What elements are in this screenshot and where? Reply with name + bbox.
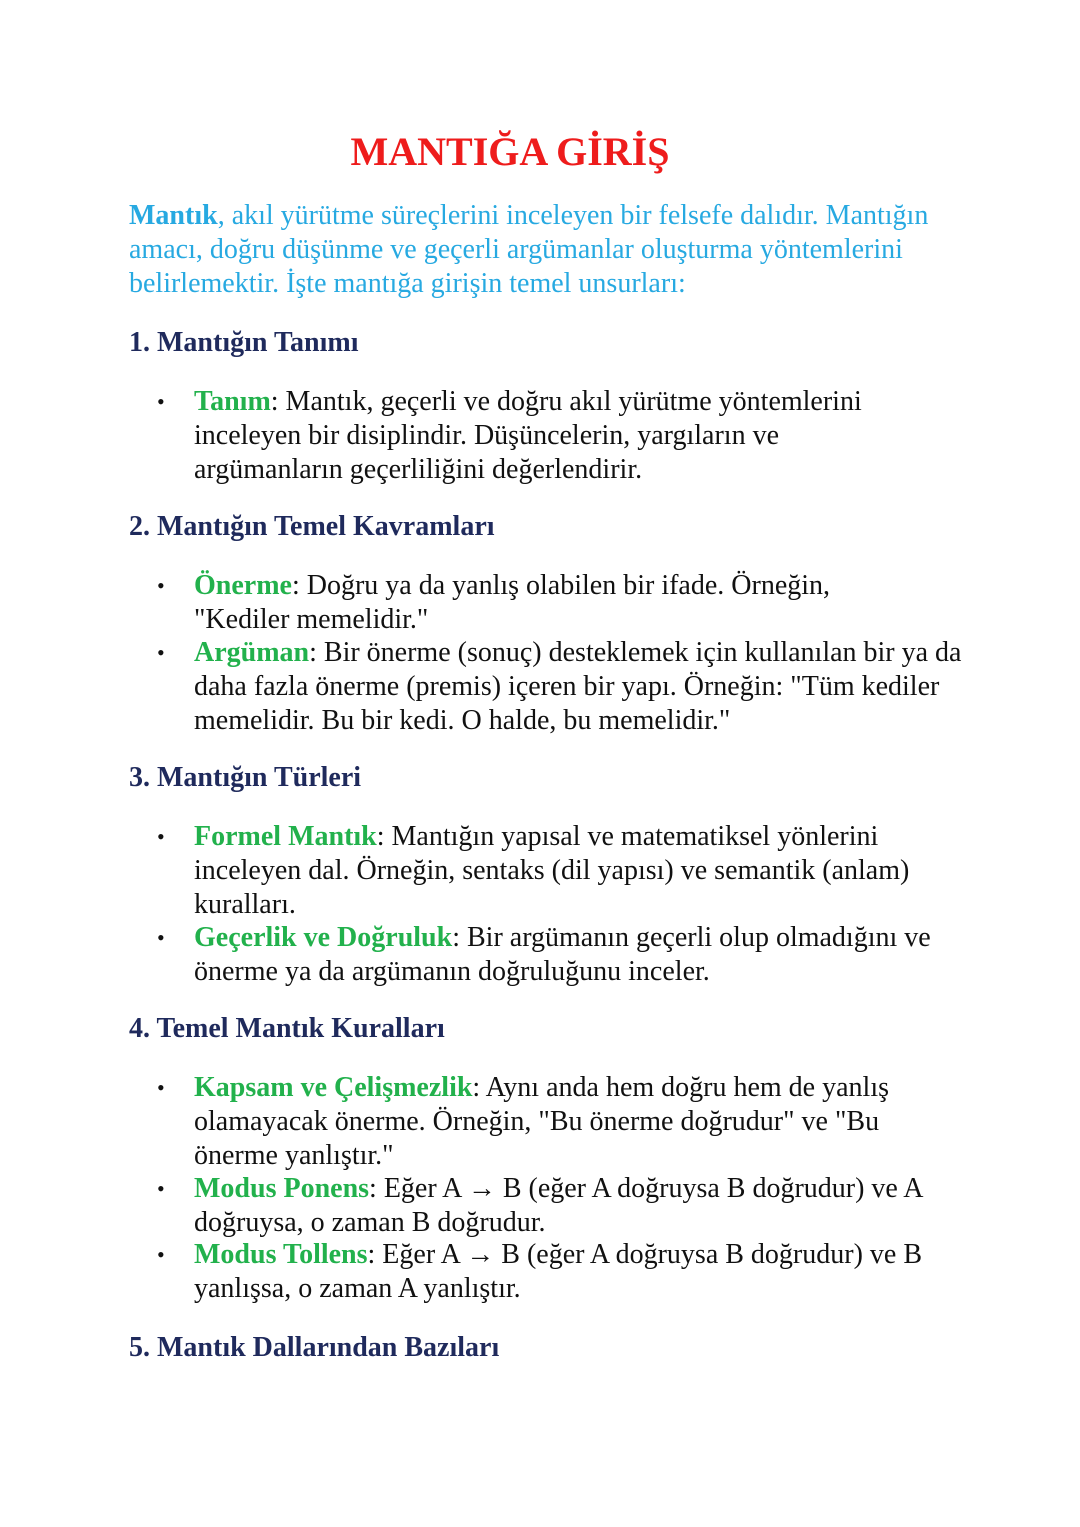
list-item [157,1238,954,1306]
list-item-text: : Mantık, geçerli ve doğru akıl yürütme yöntemlerini inceleyen bir disiplindir. Düşüncelerin, yargıların ve argümanların geçerliliğini değerlendirir. [194,386,862,485]
list-item-term: Modus Ponens [194,1173,370,1204]
bullet-icon: • [157,925,165,950]
bullet-icon: • [157,640,165,665]
bullet-icon: • [157,573,165,598]
list-item-term: Önerme [194,570,292,601]
list-item-term: Kapsam ve Çelişmezlik [194,1072,473,1103]
section-heading-3: 3. Mantığın Türleri [129,762,362,793]
list-item-term: Formel Mantık [194,821,377,852]
intro-text: , akıl yürütme süreçlerini inceleyen bir felsefe dalıdır. Mantığın amacı, doğru düşünme ve geçerli argümanlar oluşturma yöntemlerini belirlemektir. İşte mantığa girişin temel unsurları: [129,200,929,299]
list-item-term: Argüman [194,637,310,668]
list-item-text: : Aynı anda hem doğru hem de yanlış olamayacak önerme. Örneğin, "Bu önerme doğrudur" ve "Bu önerme yanlıştır." [194,1072,889,1171]
list-item-term: Modus Tollens [194,1239,368,1270]
section-heading-4: 4. Temel Mantık Kuralları [129,1013,445,1044]
list-item-text: : Eğer A → B (eğer A doğruysa B doğrudur) ve B yanlışsa, o zaman A yanlıştır. [194,1239,923,1304]
list-item-text: : Mantığın yapısal ve matematiksel yönlerini inceleyen dal. Örneğin, sentaks (dil yapısı) ve semantik (anlam) kuralları. [194,821,910,920]
section-heading-1: 1. Mantığın Tanımı [129,327,359,358]
list-item-term: Tanım [194,386,271,417]
list-item-text: : Eğer A → B (eğer A doğruysa B doğrudur) ve A doğruysa, o zaman B doğrudur. [194,1173,922,1238]
intro-paragraph [129,199,989,301]
section-heading-5: 5. Mantık Dallarından Bazıları [129,1332,500,1363]
section-heading-2: 2. Mantığın Temel Kavramları [129,511,495,542]
list-item [157,820,954,922]
list-item [157,569,874,637]
bullet-icon: • [157,1075,165,1100]
page-title: MANTIĞA GİRİŞ [350,129,670,174]
list-item [157,921,954,989]
intro-bold-term: Mantık [129,200,218,231]
list-item-text: : Doğru ya da yanlış olabilen bir ifade. Örneğin, "Kediler memelidir." [194,570,831,635]
list-item [157,636,964,738]
list-item [157,1071,939,1173]
list-item-text: : Bir önerme (sonuç) desteklemek için kullanılan bir ya da daha fazla önerme (premis) içeren bir yapı. Örneğin: "Tüm kediler memelidir. Bu bir kedi. O halde, bu memelidir." [194,637,962,736]
list-item-term: Geçerlik ve Doğruluk [194,922,453,953]
list-item [157,1172,954,1240]
bullet-icon: • [157,389,165,414]
bullet-icon: • [157,1176,165,1201]
list-item-text: : Bir argümanın geçerli olup olmadığını ve önerme ya da argümanın doğruluğunu inceler. [194,922,931,987]
bullet-icon: • [157,1242,165,1267]
list-item [157,385,914,487]
bullet-icon: • [157,824,165,849]
